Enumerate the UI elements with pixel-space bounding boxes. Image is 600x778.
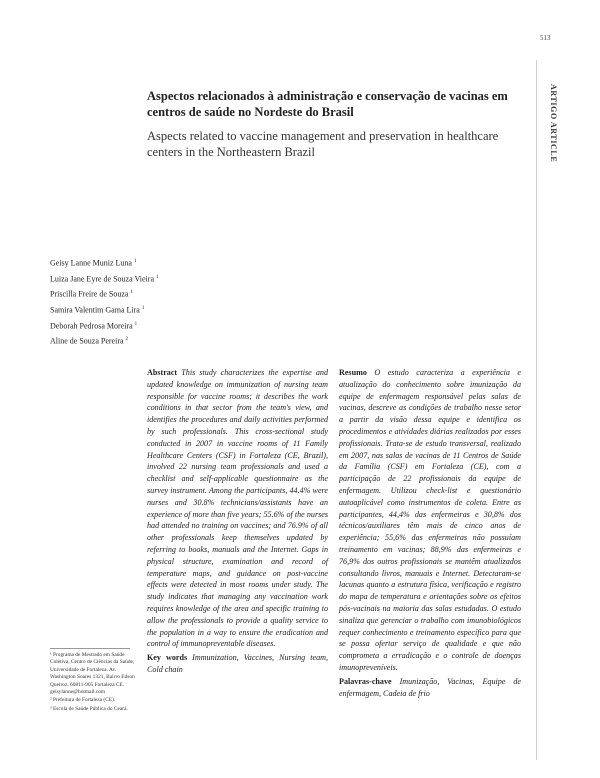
title-portuguese: Aspectos relacionados à administração e conservação de vacinas em centros de saúde no Nordeste do Brasil xyxy=(147,89,508,119)
author-name: Samira Valentim Gama Lira xyxy=(50,305,140,315)
footnote: ² Prefeitura de Fortaleza (CE). xyxy=(50,697,116,704)
footnotes xyxy=(50,652,142,714)
resumo-text: O estudo caracteriza a experiência e atualização do conhecimento sobre imunização da equipe de enfermagem responsável pelas salas de vacinas, descreve as condições de trabalho nesse setor a partir da visão dessa equipe e identifica os procedimentos e atividades diárias realizados por esses profissionais. Trata-se de estudo transversal, realizado em 2007, nas salas de vacinas de 11 Centros de Saúde da Família (CSF) em Fortaleza (CE), com a participação de 22 profissionais da equipe de enfermagem. Utilizou check-list e questionário autoaplicável como instrumentos de coleta. Entre as participantes, 44,4% das enfermeiras e 30,8% dos técnicos/auxiliares têm mais de cinco anos de experiência; 55,6% das enfermeiras não possuíam treinamento em vacinas; 88,9% das enfermeiras e 76,9% dos outros profissionais se mantêm atualizados consultando livros, manuais e Internet. Detectaram-se lacunas quanto a estrutura física, verificação e registro do mapa de temperatura e orientações sobre os efeitos pós-vacinais na maioria das salas estudadas. O estudo sinaliza que gerenciar o trabalho com imunobiológicos requer conhecimento e treinamento específico para que se possa ofertar serviço de qualidade e que não comprometa a erradicação e o controle de doenças imunopreveníveis. xyxy=(339,368,521,672)
abstract-label: Abstract xyxy=(147,368,178,377)
footnote: ¹ Programa de Mestrado em Saúde Coletiva, Centro de Ciências da Saúde, Universidade de Fortaleza. Av. Washington Soares 1321, Bairro Edson Queiroz. 60811-905 Fortaleza CE. geisylanne@hotmail.com xyxy=(50,652,135,696)
author-list xyxy=(50,255,250,349)
page-number: 513 xyxy=(540,34,551,42)
resumo-label: Resumo xyxy=(339,368,367,377)
author-affiliation: 1 xyxy=(134,321,138,327)
abstract-text: This study characterizes the expertise and updated knowledge on immunization of nursing team responsible for vaccine rooms; it describes the work conditions in that sector from the team's view, and identifies the procedures and daily activities performed by such professionals. This cross-sectional study conducted in 2007 in vaccine rooms of 11 Family Healthcare Centers (CSF) in Fortaleza (CE, Brazil), involved 22 nursing team professionals and used a checklist and self-applicable questionnaire as the survey instrument. Among the participants, 44.4% were nurses and 30.8% technicians/assistants have an experience of more than five years; 55.6% of the nurses had attended no training on vaccines; and 76.9% of all other professionals keep themselves updated by referring to books, manuals and the Internet. Gaps in physical structure, examination and record of temperature maps, and guidance on post-vaccine effects were detected in most rooms under study. The study indicates that managing any vaccination work requires knowledge of the area and specific training to allow the professionals to provide a quality service to the population in a way to ensure the eradication and control of immunopreventable diseases. xyxy=(147,368,328,649)
author xyxy=(50,286,250,302)
resumo-keywords xyxy=(339,676,521,700)
palavras-chave-text: Imunização, Vacinas, Equipe de enfermagem, Cadeia de frio xyxy=(339,676,521,698)
abstract-keywords xyxy=(147,652,328,676)
author-name: Aline de Souza Pereira xyxy=(50,336,124,346)
side-rule xyxy=(536,60,537,760)
author xyxy=(50,333,250,349)
author-name: Geisy Lanne Muniz Luna xyxy=(50,258,132,268)
author-name: Deborah Pedrosa Moreira xyxy=(50,321,133,331)
title-english: Aspects related to vaccine management and preservation in healthcare centers in the Northeastern Brazil xyxy=(147,129,499,159)
author-affiliation: 1 xyxy=(133,259,137,264)
author xyxy=(50,271,250,287)
keywords-text: Immunization, Vaccines, Nursing team, Cold chain xyxy=(147,653,328,674)
author-affiliation: 1 xyxy=(130,290,133,296)
author-name: Priscilla Freire de Souza xyxy=(50,289,129,299)
author-name: Luiza Jane Eyre de Souza Vieira xyxy=(50,274,154,284)
footnote-rule xyxy=(50,648,130,649)
author-affiliation: 1 xyxy=(141,305,145,311)
author xyxy=(50,255,250,271)
author-affiliation: 2 xyxy=(125,337,129,343)
keywords-label: Key words xyxy=(147,653,188,663)
abstract-section xyxy=(147,367,328,676)
resumo-section xyxy=(339,367,521,699)
author xyxy=(50,318,250,334)
article-type-label: ARTIGO ARTICLE xyxy=(549,84,558,163)
author xyxy=(50,302,250,318)
footnote: ³ Escola de Saúde Pública do Ceará. xyxy=(50,705,128,712)
palavras-chave-label: Palavras-chave xyxy=(339,676,392,686)
author-affiliation: 1 xyxy=(156,274,159,280)
